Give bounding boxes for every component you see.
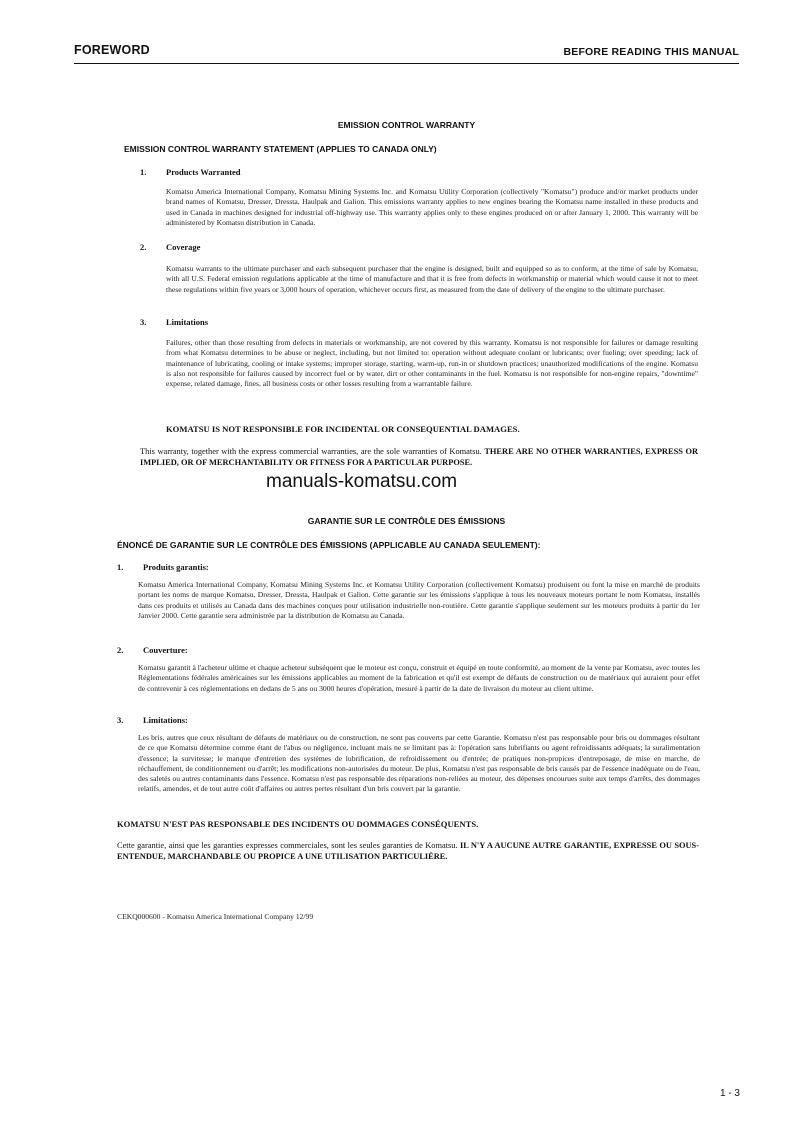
en-final-statement: This warranty, together with the express commercial warranties, are the sole warranties of Komatsu. THERE ARE NO OTHER WARRANTIES, EXPRESS OR IMPLIED, OR OF MERCHANTABILITY OR FITNESS FOR A PARTICULAR PURPOSE. xyxy=(140,447,699,467)
en-section-2-heading: 2. Coverage xyxy=(140,242,201,252)
fr-section-3-heading: 3. Limitations: xyxy=(117,715,188,725)
document-reference: CEKQ000600 - Komatsu America International Company 12/99 xyxy=(117,912,314,921)
section-title: FOREWORD xyxy=(74,43,150,57)
fr-final-statement: Cette garantie, ainsi que les garanties expresses commerciales, sont les seules garanties de Komatsu. IL N'Y A AUCUNE AUTRE GARANTIE, EXPRESSE OU SOUS-ENTENDUE, MARCHANDABLE OU PROPICE A UNE UTILISATION PARTICULIÈRE. xyxy=(117,841,700,861)
en-section-3-text: Failures, other than those resulting from defects in materials or workmanship, are not covered by this warranty. Komatsu is not responsible for failures or damage resulting from what Komatsu determines to be abuse or neglect, including, but not limited to: operation without adequate coolant or lubricants; over fueling; over speeding; lack of maintenance of lubricating, cooling or intake systems; improper storage, starting, warm-up, run-in or shutdown practices; unauthorized modifications of the engine. Komatsu is also not responsible for failures caused by incorrect fuel or by water, dirt or other contaminants in the fuel. Komatsu is not responsible for non-engine repairs, "downtime" expense, related damage, fines, all business costs or other losses resulting from a warrantable failure. xyxy=(166,338,698,389)
fr-section-1-text: Komatsu America International Company, Komatsu Mining Systems Inc. et Komatsu Utility Corporation (collectivement Komatsu) produisent ou font la mise en marché de produits portant les noms de marque Komatsu, Dresser, Dressta, Haulpak et Galion. Cette garantie sur les émissions s'applique à tous les nouveaux moteurs portant le nom Komatsu, installés dans ces produits et utilisés au Canada dans des machines conçues pour utilisation industrielle non-routière. Cette garantie s'applique seulement sur les moteurs produits à partir du 1er Janvier 2000. Cette garantie sera administrée par la distribution de Komatsu au Canada. xyxy=(138,580,700,620)
fr-section-3-text: Les bris, autres que ceux résultant de défauts de matériaux ou de construction, ne sont pas couverts par cette Garantie. Komatsu n'est pas responsable pour bris ou dommages résultant de ce que Komatsu détermine comme étant de l'abus ou négligence, incluant mais ne se limitant pas à: l'opération sans lubrifiants ou agent refroidissants adéquats; la suralimentation d'essence; la survitesse; le manque d'entretien des systèmes de lubrification, de refroidissement ou d'entrée; de pratiques non-propices d'entreposage, de mise en marche, de réchauffement, de conditionnement ou d'arrêt; les modifications non-autorisées du moteur. De plus, Komatsu n'est pas responsable de bris causés par de l'essence inadéquate ou de l'eau, des saletés ou autres contaminants dans l'essence. Komatsu n'est pas responsable des réparations non-reliées au moteur, des dépenses encourues suite aux temps d'arrêts, des dommages relatifs, amendes, et de tout autre coût d'affaires ou autres pertes résultant d'un bris couvert par la garantie. xyxy=(138,733,700,794)
en-disclaimer-notice: KOMATSU IS NOT RESPONSIBLE FOR INCIDENTAL OR CONSEQUENTIAL DAMAGES. xyxy=(166,424,520,434)
fr-section-2-text: Komatsu garantit à l'acheteur ultime et chaque acheteur subséquent que le moteur est conçu, construit et équipé en toute conformité, au moment de la vente par Komatsu, avec toutes les Réglementations fédérales américaines sur les émissions applicables au moment de la fabrication et qu'il est exempt de défauts de construction ou de matériaux qui auraient pour effet de contrevenir à ces réglementations en dedans de 5 ans ou 3000 heures d'opération, mesuré à partir de la date de livraison du moteur au client ultime. xyxy=(138,663,700,693)
en-section-1-heading: 1. Products Warranted xyxy=(140,167,241,177)
en-section-3-heading: 3. Limitations xyxy=(140,317,209,327)
page-header xyxy=(74,41,739,64)
english-title: EMISSION CONTROL WARRANTY xyxy=(337,120,476,130)
fr-section-2-heading: 2. Couverture: xyxy=(117,645,188,655)
manual-section-title: BEFORE READING THIS MANUAL xyxy=(563,46,739,58)
watermark-text: manuals-komatsu.com xyxy=(266,471,458,492)
en-section-1-text: Komatsu America International Company, Komatsu Mining Systems Inc. and Komatsu Utility Corporation (collectively "Komatsu") produce and/or market products under brand names of Komatsu, Dresser, Dressta, Haulpak and Galion. This emissions warranty applies to new engines bearing the Komatsu name installed in these products and used in Canada in machines designed for industrial off-highway use. This warranty applies only to these engines produced on or after January 1, 2000. This warranty will be administered by Komatsu distribution in Canada. xyxy=(166,187,698,227)
french-subtitle: ÉNONCÉ DE GARANTIE SUR LE CONTRÔLE DES ÉMISSIONS (APPLICABLE AU CANADA SEULEMENT): xyxy=(117,540,541,550)
english-subtitle: EMISSION CONTROL WARRANTY STATEMENT (APPLIES TO CANADA ONLY) xyxy=(124,144,437,154)
page-number: 1 - 3 xyxy=(719,1088,740,1099)
fr-section-1-heading: 1. Produits garantis: xyxy=(117,562,209,572)
en-section-2-text: Komatsu warrants to the ultimate purchaser and each subsequent purchaser that the engine is designed, built and equipped so as to conform, at the time of sale by Komatsu, with all U.S. Federal emission regulations applicable at the time of manufacture and that it is free from defects in workmanship or material which would cause it not to meet these regulations within five years or 3,000 hours of operation, whichever occurs first, as measured from the date of delivery of the engine to the ultimate purchaser. xyxy=(166,264,698,294)
fr-disclaimer-notice: KOMATSU N'EST PAS RESPONSABLE DES INCIDENTS OU DOMMAGES CONSÉQUENTS. xyxy=(117,819,479,829)
french-title: GARANTIE SUR LE CONTRÔLE DES ÉMISSIONS xyxy=(307,516,506,526)
